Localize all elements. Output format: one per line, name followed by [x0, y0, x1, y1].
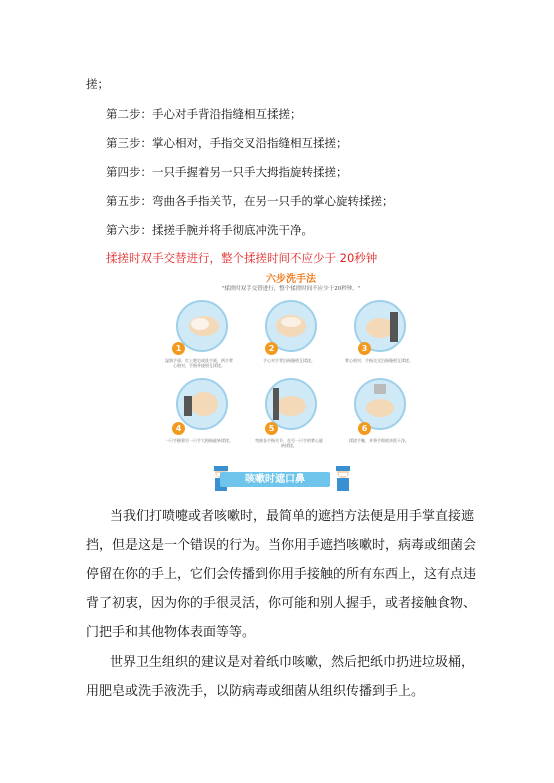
- step4-text: 第四步：一只手握着另一只手大拇指旋转揉搓；: [106, 165, 348, 179]
- step1-tail: 搓；: [86, 77, 109, 91]
- step-caption-5: 弯曲各手指关节，在另一只手的掌心旋转揉搓。: [255, 438, 323, 448]
- washing-note: 揉搓时双手交替进行，整个揉搓时间不应少于 20秒钟: [106, 251, 378, 265]
- paragraph-line: 世界卫生组织的建议是对着纸巾咳嗽，然后把纸巾扔进垃圾桶，: [110, 655, 475, 670]
- step-caption-3: 掌心相对，手指交叉沿指缝相互揉搓。: [345, 358, 413, 363]
- step-number-5: 5: [265, 422, 278, 435]
- step-number-6: 6: [358, 422, 371, 435]
- step-caption-2: 手心对手背沿指缝相互揉搓。: [263, 358, 315, 363]
- section-banner: [212, 462, 342, 496]
- step5-text: 第五步：弯曲各手指关节，在另一只手的掌心旋转揉搓；: [106, 194, 394, 208]
- section-title: 咳嗽时遮口鼻: [245, 474, 305, 485]
- step-number-3: 3: [358, 342, 371, 355]
- step2-text: 第二步：手心对手背沿指缝相互揉搓；: [106, 107, 302, 121]
- hands-icon: [178, 380, 226, 428]
- step-image-4: [176, 378, 228, 430]
- paragraph-cough-2: [86, 648, 475, 706]
- step-caption-6: 揉搓手腕，并将手彻底冲洗干净。: [349, 438, 409, 443]
- paragraph-line: 当我们打喷嚏或者咳嗽时，最简单的遮挡方法便是用手掌直接遮: [110, 509, 475, 524]
- hands-icon: [178, 302, 226, 350]
- step-number-4: 4: [172, 422, 185, 435]
- step3-text: 第三步：掌心相对，手指交叉沿指缝相互揉搓；: [106, 136, 348, 150]
- step-number-1: 1: [172, 342, 185, 355]
- hands-icon: [356, 380, 404, 428]
- paragraph-line: 挡，但是这是一个错误的行为。当你用手遮挡咳嗽时，病毒或细菌会: [86, 538, 477, 553]
- nurse-icon: [334, 464, 352, 492]
- step6-text: 第六步：揉搓手腕并将手彻底冲洗干净。: [106, 223, 313, 237]
- step-caption-1: 湿润手部，打上肥皂或洗手液，两手掌心相对，手指并拢相互揉搓。: [165, 358, 233, 368]
- paragraph-line: 门把手和其他物体表面等等。: [86, 625, 256, 640]
- paragraph-line: 背了初衷，因为你的手很灵活，你可能和别人握手，或者接触食物、: [86, 596, 477, 611]
- paragraph-cough-1: [86, 502, 477, 647]
- figure-subtitle: "揉搓时双手交替进行，整个揉搓时间不应少于20秒钟。": [221, 286, 361, 292]
- step-number-2: 2: [265, 342, 278, 355]
- paragraph-line: 用肥皂或洗手液洗手，以防病毒或细菌从组织传播到手上。: [86, 684, 425, 699]
- figure-title: 六步洗手法: [266, 274, 316, 285]
- step-caption-4: 一只手握着另一只手大拇指旋转揉搓。: [165, 438, 233, 443]
- paragraph-line: 停留在你的手上，它们会传播到你用手接触的所有东西上，这有点违: [86, 567, 477, 582]
- handwashing-figure: [164, 270, 418, 460]
- hands-icon: [267, 380, 315, 428]
